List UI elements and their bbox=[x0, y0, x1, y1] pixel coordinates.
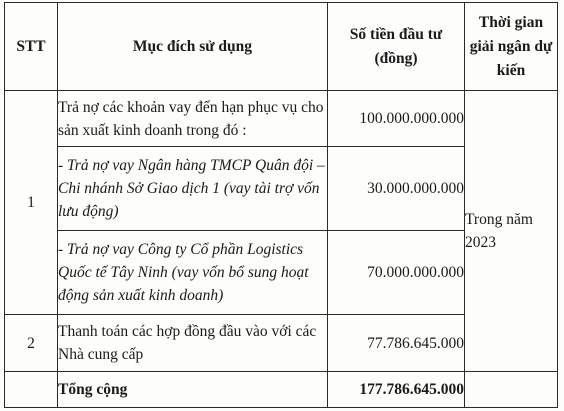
header-purpose: Mục đích sử dụng bbox=[58, 3, 328, 91]
row-amount: 77.786.645.000 bbox=[328, 315, 465, 372]
total-label: Tổng cộng bbox=[58, 372, 328, 408]
capital-allocation-table bbox=[4, 2, 558, 408]
row-amount: 70.000.000.000 bbox=[328, 231, 465, 315]
row-amount: 30.000.000.000 bbox=[328, 147, 465, 231]
row-stt: 1 bbox=[5, 91, 58, 315]
total-time-empty bbox=[465, 372, 558, 408]
row-stt: 2 bbox=[5, 315, 58, 372]
total-stt-empty bbox=[5, 372, 58, 408]
table-total-row bbox=[5, 372, 558, 408]
table-row bbox=[5, 91, 558, 147]
table-header-row bbox=[5, 3, 558, 91]
header-amount: Số tiền đầu tư (đồng) bbox=[328, 3, 465, 91]
row-purpose: Trả nợ các khoản vay đến hạn phục vụ cho sản xuất kinh doanh trong đó : bbox=[58, 91, 328, 147]
total-amount: 177.786.645.000 bbox=[328, 372, 465, 408]
row-disbursement-time: Trong năm 2023 bbox=[465, 91, 558, 372]
row-purpose: - Trả nợ vay Ngân hàng TMCP Quân đội – Chi nhánh Sở Giao dịch 1 (vay tài trợ vốn lưu động) bbox=[58, 147, 328, 231]
header-stt: STT bbox=[5, 3, 58, 91]
row-purpose: Thanh toán các hợp đồng đầu vào với các Nhà cung cấp bbox=[58, 315, 328, 372]
row-purpose: - Trả nợ vay Công ty Cổ phần Logistics Quốc tế Tây Ninh (vay vốn bổ sung hoạt động sản xuất kinh doanh) bbox=[58, 231, 328, 315]
header-time: Thời gian giải ngân dự kiến bbox=[465, 3, 558, 91]
row-amount: 100.000.000.000 bbox=[328, 91, 465, 147]
